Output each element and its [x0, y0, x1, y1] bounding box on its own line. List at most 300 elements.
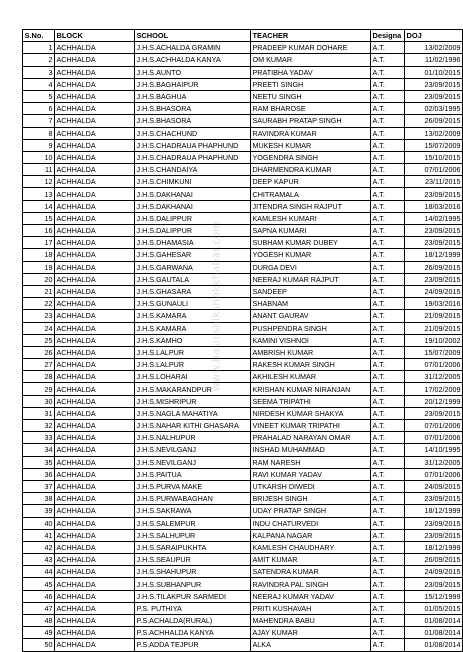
table-row [23, 54, 463, 66]
cell-teacher: PRAHALAD NARAYAN OMAR [251, 432, 371, 444]
cell-designation: A.T. [371, 541, 405, 553]
cell-designation: A.T. [371, 420, 405, 432]
table-row [23, 139, 463, 151]
cell-school: P.S.ACHHALDA KANYA [135, 627, 251, 639]
cell-doj: 13/02/2009 [405, 127, 463, 139]
cell-school: J.H.S.SAKRAWA [135, 505, 251, 517]
cell-designation: A.T. [371, 249, 405, 261]
cell-block: ACHHALDA [55, 566, 135, 578]
cell-sno: 35 [23, 456, 55, 468]
cell-block: ACHHALDA [55, 151, 135, 163]
table-row [23, 407, 463, 419]
cell-teacher: RAM BHAROSE [251, 103, 371, 115]
cell-block: ACHHALDA [55, 517, 135, 529]
table-row [23, 444, 463, 456]
cell-sno: 12 [23, 176, 55, 188]
table-row [23, 115, 463, 127]
cell-designation: A.T. [371, 383, 405, 395]
cell-sno: 36 [23, 468, 55, 480]
cell-school: J.H.S.BAGHAIPUR [135, 78, 251, 90]
cell-designation: A.T. [371, 310, 405, 322]
cell-teacher: SATENDRA KUMAR [251, 566, 371, 578]
table-row [23, 127, 463, 139]
cell-sno: 44 [23, 566, 55, 578]
cell-doj: 01/10/2015 [405, 66, 463, 78]
cell-doj: 31/12/2005 [405, 456, 463, 468]
cell-designation: A.T. [371, 566, 405, 578]
cell-block: ACHHALDA [55, 395, 135, 407]
cell-teacher: RAVINDRA PAL SINGH [251, 578, 371, 590]
cell-sno: 22 [23, 298, 55, 310]
cell-school: J.H.S.CHANDAIYA [135, 164, 251, 176]
cell-block: ACHHALDA [55, 346, 135, 358]
table-row [23, 480, 463, 492]
cell-sno: 31 [23, 407, 55, 419]
cell-school: J.H.S.CHADRAUA PHAPHUND [135, 151, 251, 163]
cell-doj: 01/08/2014 [405, 627, 463, 639]
cell-sno: 11 [23, 164, 55, 176]
cell-sno: 39 [23, 505, 55, 517]
cell-doj: 07/01/2006 [405, 420, 463, 432]
cell-block: ACHHALDA [55, 480, 135, 492]
cell-doj: 19/10/2002 [405, 334, 463, 346]
cell-designation: A.T. [371, 517, 405, 529]
cell-school: J.H.S.LOHARAI [135, 371, 251, 383]
table-row [23, 151, 463, 163]
cell-block: ACHHALDA [55, 298, 135, 310]
table-row [23, 334, 463, 346]
cell-school: J.H.S.SARAIPUKHTA [135, 541, 251, 553]
cell-sno: 21 [23, 285, 55, 297]
cell-block: ACHHALDA [55, 139, 135, 151]
watermark-text: www.basicshikshakkhabar.com [209, 221, 223, 392]
cell-teacher: AMBRISH KUMAR [251, 346, 371, 358]
cell-doj: 23/09/2015 [405, 578, 463, 590]
cell-sno: 19 [23, 261, 55, 273]
cell-doj: 23/09/2015 [405, 517, 463, 529]
cell-school: J.H.S.CHIMKUNI [135, 176, 251, 188]
cell-designation: A.T. [371, 444, 405, 456]
cell-designation: A.T. [371, 615, 405, 627]
cell-teacher: SHABNAM [251, 298, 371, 310]
cell-block: ACHHALDA [55, 310, 135, 322]
cell-teacher: NEETU SINGH [251, 90, 371, 102]
cell-school: J.H.S.NAGLA MAHATIYA [135, 407, 251, 419]
table-row [23, 359, 463, 371]
cell-school: J.H.S.GAUTALA [135, 273, 251, 285]
cell-doj: 23/09/2015 [405, 237, 463, 249]
cell-designation: A.T. [371, 78, 405, 90]
cell-designation: A.T. [371, 395, 405, 407]
cell-doj: 15/12/1999 [405, 590, 463, 602]
cell-sno: 49 [23, 627, 55, 639]
cell-designation: A.T. [371, 407, 405, 419]
cell-teacher: PRATIBHA YADAV [251, 66, 371, 78]
cell-sno: 43 [23, 554, 55, 566]
cell-doj: 21/09/2015 [405, 322, 463, 334]
header-designation: Designa [371, 30, 405, 42]
table-row [23, 627, 463, 639]
cell-designation: A.T. [371, 103, 405, 115]
cell-doj: 23/09/2015 [405, 407, 463, 419]
cell-teacher: SANDEEP [251, 285, 371, 297]
cell-teacher: KRISHAN KUMAR NIRANJAN [251, 383, 371, 395]
cell-school: J.H.S.PAITUA [135, 468, 251, 480]
cell-block: ACHHALDA [55, 493, 135, 505]
cell-block: ACHHALDA [55, 444, 135, 456]
cell-block: ACHHALDA [55, 407, 135, 419]
cell-school: J.H.S.DALIPPUR [135, 212, 251, 224]
cell-block: ACHHALDA [55, 602, 135, 614]
header-teacher: TEACHER [251, 30, 371, 42]
cell-teacher: PRITI KUSHAVAH [251, 602, 371, 614]
cell-doj: 15/07/2009 [405, 139, 463, 151]
cell-teacher: BRIJESH SINGH [251, 493, 371, 505]
table-body [23, 42, 463, 651]
cell-sno: 20 [23, 273, 55, 285]
cell-school: J.H.S.ACHHALDA KANYA [135, 54, 251, 66]
table-row [23, 249, 463, 261]
cell-designation: A.T. [371, 627, 405, 639]
cell-school: J.H.S.KAMHO [135, 334, 251, 346]
cell-doj: 23/09/2015 [405, 90, 463, 102]
cell-designation: A.T. [371, 359, 405, 371]
cell-teacher: SUBHAM KUMAR DUBEY [251, 237, 371, 249]
cell-doj: 20/12/1999 [405, 395, 463, 407]
cell-school: J.H.S.BHASORA [135, 103, 251, 115]
cell-block: ACHHALDA [55, 578, 135, 590]
table-row [23, 615, 463, 627]
table-row [23, 42, 463, 54]
cell-sno: 45 [23, 578, 55, 590]
cell-school: J.H.S.NAHAR KITHI GHASARA [135, 420, 251, 432]
cell-teacher: SAPNA KUMARI [251, 225, 371, 237]
cell-block: ACHHALDA [55, 188, 135, 200]
cell-doj: 17/02/2009 [405, 383, 463, 395]
cell-block: ACHHALDA [55, 261, 135, 273]
table-row [23, 298, 463, 310]
cell-designation: A.T. [371, 468, 405, 480]
cell-block: ACHHALDA [55, 225, 135, 237]
table-row [23, 66, 463, 78]
cell-teacher: AMIT KUMAR [251, 554, 371, 566]
cell-doj: 11/02/1996 [405, 54, 463, 66]
cell-school: J.H.S.SEAUPUR [135, 554, 251, 566]
header-block: BLOCK [55, 30, 135, 42]
cell-designation: A.T. [371, 334, 405, 346]
cell-teacher: NEERAJ KUMAR YADAV [251, 590, 371, 602]
cell-doj: 24/09/2015 [405, 566, 463, 578]
cell-doj: 23/09/2015 [405, 78, 463, 90]
cell-designation: A.T. [371, 432, 405, 444]
cell-teacher: KAMINI VISHNOI [251, 334, 371, 346]
cell-block: ACHHALDA [55, 103, 135, 115]
cell-designation: A.T. [371, 346, 405, 358]
cell-school: J.H.S.MAKARANDPUR [135, 383, 251, 395]
cell-sno: 50 [23, 639, 55, 651]
cell-block: ACHHALDA [55, 383, 135, 395]
cell-doj: 31/12/2005 [405, 371, 463, 383]
cell-doj: 18/12/1999 [405, 541, 463, 553]
cell-block: ACHHALDA [55, 66, 135, 78]
table-row [23, 78, 463, 90]
cell-sno: 30 [23, 395, 55, 407]
table-row [23, 395, 463, 407]
table-row [23, 517, 463, 529]
cell-designation: A.T. [371, 529, 405, 541]
cell-sno: 14 [23, 200, 55, 212]
cell-school: J.H.S.ACHALDA GRAMIN [135, 42, 251, 54]
table-row [23, 554, 463, 566]
cell-school: J.H.S.KAMARA [135, 310, 251, 322]
cell-sno: 6 [23, 103, 55, 115]
cell-doj: 23/09/2015 [405, 493, 463, 505]
cell-school: P.S.ADDA TEJPUR [135, 639, 251, 651]
table-row [23, 432, 463, 444]
cell-block: ACHHALDA [55, 176, 135, 188]
cell-sno: 18 [23, 249, 55, 261]
cell-teacher: PREETI SINGH [251, 78, 371, 90]
cell-block: ACHHALDA [55, 639, 135, 651]
cell-school: J.H.S.GARWANA [135, 261, 251, 273]
cell-doj: 18/12/1999 [405, 249, 463, 261]
cell-designation: A.T. [371, 554, 405, 566]
cell-doj: 01/08/2014 [405, 639, 463, 651]
table-row [23, 566, 463, 578]
cell-doj: 01/05/2015 [405, 602, 463, 614]
table-row [23, 188, 463, 200]
table-row [23, 164, 463, 176]
cell-doj: 24/09/2015 [405, 285, 463, 297]
cell-designation: A.T. [371, 285, 405, 297]
cell-designation: A.T. [371, 200, 405, 212]
cell-block: ACHHALDA [55, 115, 135, 127]
cell-sno: 25 [23, 334, 55, 346]
cell-sno: 41 [23, 529, 55, 541]
cell-doj: 19/03/2016 [405, 298, 463, 310]
cell-sno: 42 [23, 541, 55, 553]
cell-school: J.H.S.KAMARA [135, 322, 251, 334]
cell-teacher: PRADEEP KUMAR DOHARE [251, 42, 371, 54]
cell-designation: A.T. [371, 237, 405, 249]
cell-sno: 38 [23, 493, 55, 505]
cell-teacher: SAURABH PRATAP SINGH [251, 115, 371, 127]
table-row [23, 273, 463, 285]
cell-sno: 47 [23, 602, 55, 614]
cell-teacher: YOGESH KUMAR [251, 249, 371, 261]
cell-school: J.H.S.SALEMPUR [135, 517, 251, 529]
cell-doj: 23/09/2015 [405, 273, 463, 285]
header-sno: S.No. [23, 30, 55, 42]
table-row [23, 310, 463, 322]
cell-sno: 8 [23, 127, 55, 139]
cell-school: J.H.S.DHAMASIA [135, 237, 251, 249]
cell-teacher: JITENDRA SINGH RAJPUT [251, 200, 371, 212]
cell-designation: A.T. [371, 225, 405, 237]
cell-block: ACHHALDA [55, 42, 135, 54]
table-row [23, 322, 463, 334]
cell-doj: 07/01/2006 [405, 468, 463, 480]
cell-sno: 23 [23, 310, 55, 322]
cell-teacher: RAKESH KUMAR SINGH [251, 359, 371, 371]
cell-school: J.H.S.DAKHANAI [135, 200, 251, 212]
table-row [23, 212, 463, 224]
cell-block: ACHHALDA [55, 90, 135, 102]
table-row [23, 420, 463, 432]
table-row [23, 200, 463, 212]
table-row [23, 90, 463, 102]
header-doj: DOJ [405, 30, 463, 42]
cell-teacher: RAVINDRA KUMAR [251, 127, 371, 139]
table-row [23, 639, 463, 651]
cell-teacher: MUKESH KUMAR [251, 139, 371, 151]
cell-sno: 1 [23, 42, 55, 54]
cell-doj: 14/10/1995 [405, 444, 463, 456]
cell-teacher: UDAY PRATAP SINGH [251, 505, 371, 517]
cell-block: ACHHALDA [55, 615, 135, 627]
cell-school: J.H.S.TILAKPUR SARMEDI [135, 590, 251, 602]
table-row [23, 590, 463, 602]
table-row [23, 237, 463, 249]
cell-sno: 26 [23, 346, 55, 358]
cell-teacher: AJAY KUMAR [251, 627, 371, 639]
cell-doj: 14/02/1995 [405, 212, 463, 224]
cell-doj: 07/01/2006 [405, 164, 463, 176]
header-school: SCHOOL [135, 30, 251, 42]
cell-sno: 5 [23, 90, 55, 102]
cell-teacher: AKHILESH KUMAR [251, 371, 371, 383]
table-row [23, 505, 463, 517]
cell-sno: 34 [23, 444, 55, 456]
cell-block: ACHHALDA [55, 468, 135, 480]
cell-sno: 46 [23, 590, 55, 602]
cell-teacher: YOGENDRA SINGH [251, 151, 371, 163]
cell-block: ACHHALDA [55, 78, 135, 90]
cell-designation: A.T. [371, 164, 405, 176]
cell-block: ACHHALDA [55, 200, 135, 212]
cell-sno: 27 [23, 359, 55, 371]
cell-teacher: UTKARSH DIWEDI [251, 480, 371, 492]
table-row [23, 493, 463, 505]
cell-school: J.H.S.DALIPPUR [135, 225, 251, 237]
cell-teacher: SEEMA TRIPATHI [251, 395, 371, 407]
cell-block: ACHHALDA [55, 285, 135, 297]
cell-school: J.H.S.GAHESAR [135, 249, 251, 261]
cell-block: ACHHALDA [55, 359, 135, 371]
cell-designation: A.T. [371, 639, 405, 651]
cell-school: J.H.S.PURWABAGHAN [135, 493, 251, 505]
table-row [23, 371, 463, 383]
cell-doj: 07/01/2006 [405, 359, 463, 371]
cell-designation: A.T. [371, 505, 405, 517]
table-row [23, 468, 463, 480]
cell-sno: 17 [23, 237, 55, 249]
table-row [23, 541, 463, 553]
cell-teacher: NEERAJ KUMAR RAJPUT [251, 273, 371, 285]
cell-designation: A.T. [371, 322, 405, 334]
cell-school: J.H.S.BHASORA [135, 115, 251, 127]
cell-teacher: ANANT GAURAV [251, 310, 371, 322]
cell-sno: 9 [23, 139, 55, 151]
cell-designation: A.T. [371, 456, 405, 468]
cell-designation: A.T. [371, 480, 405, 492]
cell-teacher: KAMLESH CHAUDHARY [251, 541, 371, 553]
cell-school: J.H.S.BAGHUA [135, 90, 251, 102]
cell-sno: 33 [23, 432, 55, 444]
cell-doj: 21/09/2015 [405, 310, 463, 322]
cell-designation: A.T. [371, 90, 405, 102]
cell-sno: 2 [23, 54, 55, 66]
cell-block: ACHHALDA [55, 322, 135, 334]
cell-block: ACHHALDA [55, 54, 135, 66]
cell-sno: 48 [23, 615, 55, 627]
cell-school: J.H.S.GUNAULI [135, 298, 251, 310]
cell-designation: A.T. [371, 42, 405, 54]
cell-school: J.H.S.PURVA MAKE [135, 480, 251, 492]
cell-school: J.H.S.NEVILGANJ [135, 444, 251, 456]
cell-block: ACHHALDA [55, 127, 135, 139]
cell-block: ACHHALDA [55, 249, 135, 261]
cell-teacher: DHARMENDRA KUMAR [251, 164, 371, 176]
table-row [23, 602, 463, 614]
cell-school: J.H.S.NALHUPUR [135, 432, 251, 444]
cell-school: J.H.S.SUBHANPUR [135, 578, 251, 590]
cell-school: J.H.S.LALPUR [135, 359, 251, 371]
cell-block: ACHHALDA [55, 371, 135, 383]
cell-designation: A.T. [371, 176, 405, 188]
table-row [23, 346, 463, 358]
cell-block: ACHHALDA [55, 164, 135, 176]
cell-doj: 23/09/2015 [405, 188, 463, 200]
cell-designation: A.T. [371, 493, 405, 505]
cell-designation: A.T. [371, 212, 405, 224]
cell-block: ACHHALDA [55, 541, 135, 553]
cell-designation: A.T. [371, 273, 405, 285]
cell-doj: 13/02/2009 [405, 42, 463, 54]
table-row [23, 578, 463, 590]
cell-block: ACHHALDA [55, 334, 135, 346]
cell-doj: 07/01/2006 [405, 432, 463, 444]
cell-designation: A.T. [371, 188, 405, 200]
cell-school: J.H.S.DAKHANAI [135, 188, 251, 200]
cell-sno: 16 [23, 225, 55, 237]
cell-block: ACHHALDA [55, 456, 135, 468]
cell-teacher: OM KUMAR [251, 54, 371, 66]
cell-teacher: PUSHPENDRA SINGH [251, 322, 371, 334]
cell-teacher: MAHENDRA BABU [251, 615, 371, 627]
cell-teacher: NIRDESH KUMAR SHAKYA [251, 407, 371, 419]
cell-teacher: RAVI KUMAR YADAV [251, 468, 371, 480]
cell-school: J.H.S.SHAHUPUR [135, 566, 251, 578]
cell-doj: 26/09/2015 [405, 261, 463, 273]
cell-designation: A.T. [371, 602, 405, 614]
cell-teacher: INDU CHATURVEDI [251, 517, 371, 529]
cell-sno: 3 [23, 66, 55, 78]
cell-school: P.S.ACHALDA(RURAL) [135, 615, 251, 627]
cell-school: J.H.S.SALHUPUR [135, 529, 251, 541]
cell-school: J.H.S.GHASARA [135, 285, 251, 297]
cell-doj: 23/11/2015 [405, 176, 463, 188]
cell-block: ACHHALDA [55, 590, 135, 602]
cell-teacher: DURGA DEVI [251, 261, 371, 273]
cell-sno: 4 [23, 78, 55, 90]
cell-sno: 24 [23, 322, 55, 334]
table-header [23, 30, 463, 42]
cell-block: ACHHALDA [55, 212, 135, 224]
cell-sno: 29 [23, 383, 55, 395]
cell-doj: 01/08/2014 [405, 615, 463, 627]
cell-doj: 18/12/1999 [405, 505, 463, 517]
